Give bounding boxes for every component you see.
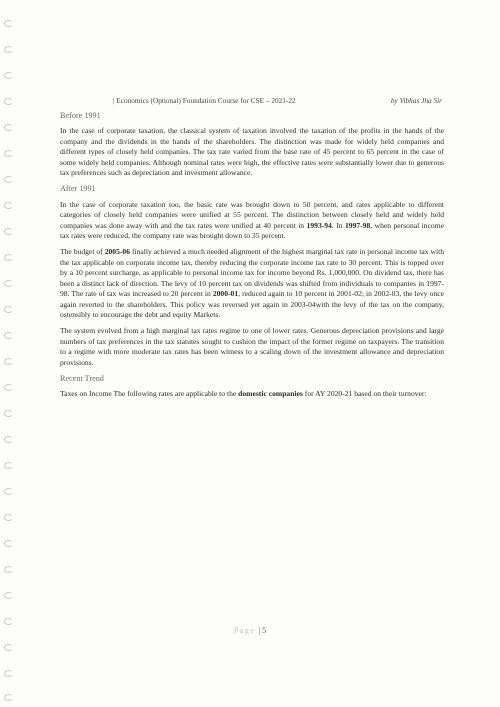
page-label: Page bbox=[233, 626, 256, 635]
page-footer bbox=[0, 626, 500, 635]
page-header bbox=[113, 96, 442, 105]
heading-after-1991: After 1991 bbox=[60, 184, 96, 194]
course-title: | Economics (Optional) Foundation Course for CSE – 2021-22 bbox=[113, 96, 296, 105]
paragraph-after-1991-3: The system evolved from a high marginal tax rates regime to one of lower rates. Generous depreciation provisions and large numbers of tax preferences in the tax statutes sought to cushion the impact of the former regime on taxpayers. The transition to a regime with more moderate tax rates has been witness to a scaling down of the investment allowance and depreciation provisions. bbox=[60, 326, 444, 367]
author-credit: by Vibhas Jha Sir bbox=[390, 96, 442, 105]
paragraph-before-1991: In the case of corporate taxation, the classical system of taxation involved the taxation of the profits in the hands of the company and the dividends in the hands of the shareholders. The distinction was made for widely held companies and different types of closely held companies. The tax rate varied from the base rate of 45 percent to 65 percent in the case of some widely held companies. Although nominal rates were high, the effective rates were substantially lower due to generous tax preferences such as depreciation and investment allowance. bbox=[60, 126, 444, 178]
binder-hole-marks bbox=[0, 0, 18, 707]
paragraph-recent-trend: Taxes on Income The following rates are applicable to the domestic companies for AY 2020-21 based on their turnover: bbox=[60, 389, 427, 399]
page-number: | 5 bbox=[258, 626, 267, 635]
main-content bbox=[60, 111, 444, 406]
paragraph-after-1991-1: In the case of corporate taxation too, the basic rate was brought down to 50 percent, and rates applicable to different categories of closely held companies were unified at 55 percent. The distinction between closely held and widely held companies was done away with and the tax rates were unified at 40 percent in 1993-94. In 1997-98, when personal income tax rates were reduced, the company rate was brought down to 35 percent. bbox=[60, 199, 445, 241]
paragraph-after-1991-2: The budget of 2005-06 finally achieved a much needed alignment of the highest marginal tax rate in personal income tax with the tax applicable on corporate income tax, thereby reducing the corporate income tax rate to 30 percent. This is topped over by a 10 percent surcharge, as applicable to personal income tax for income beyond Rs. 1,000,000. On dividend tax, there has been a distinct lack of direction. The levy of 10 percent tax on dividends was shifted from individuals to companies in 1997-98. The rate of tax was increased to 20 percent in 2000-01, reduced again to 10 percent in 2001-02; in 2002-03, the levy once again reverted to the shareholders. This policy was reversed yet again in 2003-04with the levy of the tax on the company, ostensibly to encourage the debt and equity Markets. bbox=[60, 247, 445, 319]
heading-recent-trend: Recent Trend bbox=[60, 373, 104, 383]
heading-before-1991: Before 1991 bbox=[60, 111, 101, 120]
